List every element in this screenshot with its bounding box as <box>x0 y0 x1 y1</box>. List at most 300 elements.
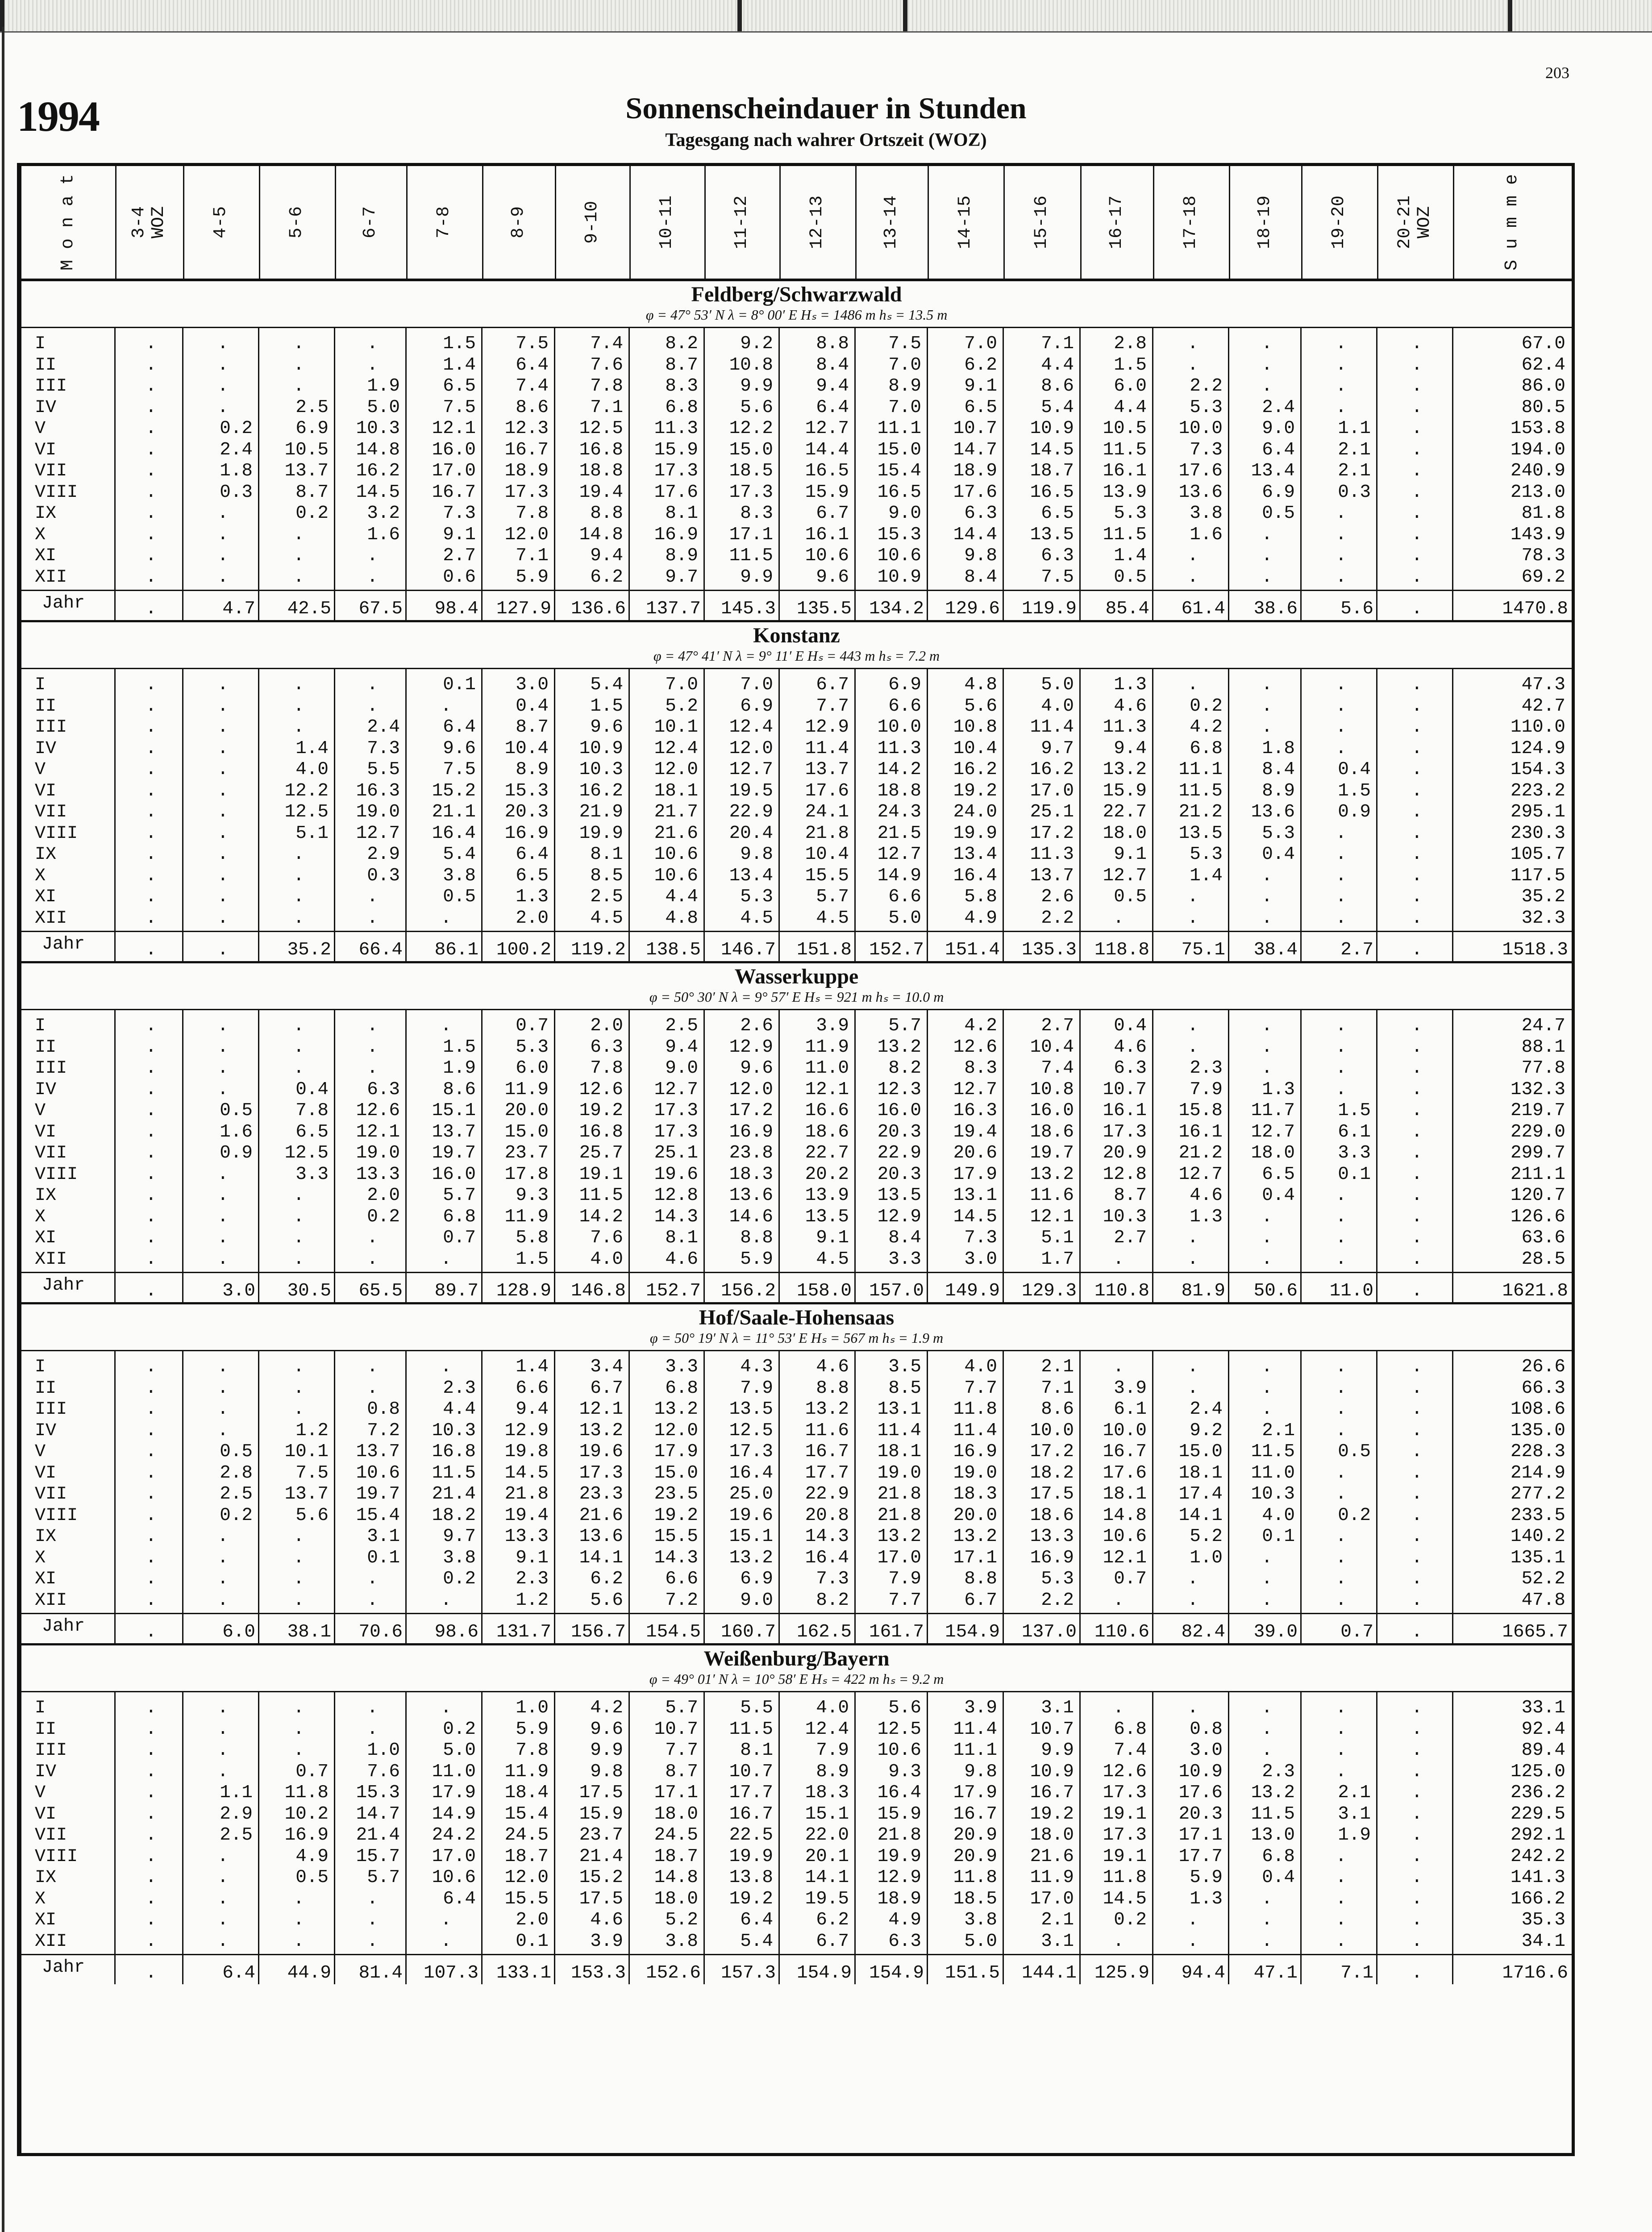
annual-total-cell: 146.7 <box>720 940 776 960</box>
empty-cell: . <box>1113 1931 1124 1952</box>
table-cell: 11.0 <box>432 1761 476 1782</box>
table-cell: 6.4 <box>443 717 476 737</box>
empty-cell: . <box>1336 1016 1347 1036</box>
table-cell: 8.7 <box>516 717 549 737</box>
empty-cell: . <box>217 1761 229 1782</box>
column-header-label: M o n a t <box>58 174 78 271</box>
table-cell: 2.7 <box>443 546 476 566</box>
annual-total-cell: 70.6 <box>358 1622 403 1642</box>
table-cell: 17.6 <box>1178 1782 1223 1803</box>
empty-cell: . <box>1187 1698 1198 1718</box>
table-cell: 77.8 <box>1521 1058 1565 1079</box>
table-cell: 17.7 <box>1178 1846 1223 1867</box>
empty-cell: . <box>146 823 157 844</box>
table-cell: 15.4 <box>504 1803 549 1824</box>
table-cell: 19.1 <box>1103 1803 1147 1824</box>
table-cell: 228.3 <box>1510 1441 1565 1462</box>
empty-cell: . <box>1261 1357 1273 1377</box>
column-header <box>21 166 117 279</box>
column-header <box>115 166 184 279</box>
table-cell: 19.9 <box>729 1846 773 1867</box>
table-cell: 11.8 <box>953 1399 997 1420</box>
table-cell: 0.1 <box>1338 1164 1371 1185</box>
table-cell: 18.8 <box>579 461 623 481</box>
column-header-label: 5-6 <box>287 206 307 239</box>
table-cell: 7.4 <box>1041 1058 1074 1079</box>
table-cell: 0.3 <box>1338 482 1371 503</box>
table-cell: 23.8 <box>729 1143 773 1163</box>
table-cell: 13.7 <box>356 1441 400 1462</box>
empty-cell: . <box>1411 333 1423 354</box>
empty-cell: . <box>146 1547 157 1568</box>
empty-cell: . <box>1336 376 1347 396</box>
column-rule <box>405 328 407 620</box>
table-cell: 15.2 <box>579 1867 623 1888</box>
empty-cell: . <box>1411 1569 1423 1589</box>
empty-cell: . <box>293 865 304 886</box>
column-rule <box>258 1351 259 1643</box>
table-cell: 62.4 <box>1521 354 1565 375</box>
table-cell: 0.4 <box>516 695 549 716</box>
table-cell: 22.9 <box>729 802 773 822</box>
empty-cell: . <box>217 695 229 716</box>
empty-cell: . <box>1336 1698 1347 1718</box>
table-cell: 16.7 <box>953 1803 997 1824</box>
table-cell: 18.3 <box>729 1164 773 1185</box>
annual-total-cell: 100.2 <box>496 940 551 960</box>
empty-cell: . <box>1411 908 1423 929</box>
table-cell: 9.4 <box>816 376 849 396</box>
table-cell: 6.0 <box>516 1058 549 1079</box>
table-cell: 9.4 <box>665 1037 698 1058</box>
table-cell: 10.0 <box>1178 418 1223 439</box>
table-cell: 17.8 <box>504 1164 549 1185</box>
table-cell: 5.5 <box>740 1698 773 1718</box>
empty-cell: . <box>293 1399 304 1420</box>
table-cell: 20.1 <box>805 1846 849 1867</box>
empty-cell: . <box>441 1249 452 1270</box>
table-cell: 4.4 <box>1041 354 1074 375</box>
table-cell: 12.9 <box>877 1206 921 1227</box>
column-header <box>1377 166 1454 279</box>
table-cell: 6.2 <box>590 566 623 587</box>
table-cell: 4.9 <box>964 908 997 929</box>
column-rule <box>182 1010 183 1302</box>
table-cell: 22.9 <box>805 1484 849 1504</box>
table-cell: 7.4 <box>1114 1740 1147 1761</box>
table-cell: 12.0 <box>729 1079 773 1100</box>
table-cell: 17.0 <box>432 461 476 481</box>
empty-cell: . <box>1261 1399 1273 1420</box>
annual-total-cell: 81.9 <box>1181 1281 1225 1301</box>
empty-cell: . <box>146 1526 157 1547</box>
table-cell: 1.0 <box>516 1698 549 1718</box>
empty-cell: . <box>1411 1698 1423 1718</box>
table-cell: 8.2 <box>816 1590 849 1611</box>
table-cell: 11.4 <box>953 1719 997 1740</box>
table-cell: 12.4 <box>805 1719 849 1740</box>
table-cell: 2.4 <box>1190 1399 1223 1420</box>
table-cell: 34.1 <box>1521 1931 1565 1952</box>
table-cell: 6.5 <box>964 397 997 418</box>
table-cell: 12.5 <box>284 802 329 822</box>
annual-total-cell: 157.3 <box>720 1963 776 1983</box>
table-cell: 13.2 <box>579 1420 623 1441</box>
annual-total-cell: 134.2 <box>869 599 924 619</box>
year-label: Jahr <box>42 1957 85 1978</box>
table-cell: 18.6 <box>805 1121 849 1142</box>
table-cell: 10.6 <box>877 1740 921 1761</box>
table-cell: 14.5 <box>1103 1888 1147 1909</box>
table-cell: 7.5 <box>516 333 549 354</box>
month-label: VI <box>35 1122 57 1142</box>
table-cell: 8.9 <box>516 759 549 780</box>
table-cell: 13.2 <box>1251 1782 1295 1803</box>
table-cell: 11.9 <box>1030 1867 1074 1888</box>
table-cell: 9.9 <box>740 566 773 587</box>
table-cell: 2.8 <box>220 1462 253 1483</box>
month-label: XII <box>35 1590 67 1611</box>
empty-cell: . <box>293 1185 304 1206</box>
table-cell: 8.3 <box>740 503 773 524</box>
table-cell: 20.9 <box>953 1825 997 1845</box>
table-cell: 6.4 <box>443 1888 476 1909</box>
empty-cell: . <box>1336 717 1347 737</box>
empty-cell: . <box>1336 1037 1347 1058</box>
table-cell: 20.6 <box>953 1143 997 1163</box>
empty-cell: . <box>1336 524 1347 545</box>
table-cell: 277.2 <box>1510 1484 1565 1504</box>
empty-cell: . <box>1187 1569 1198 1589</box>
empty-cell: . <box>217 566 229 587</box>
table-cell: 9.0 <box>888 503 921 524</box>
column-rule <box>1003 1351 1004 1643</box>
empty-cell: . <box>1187 1910 1198 1930</box>
table-cell: 11.5 <box>1103 524 1147 545</box>
table-cell: 7.1 <box>1041 333 1074 354</box>
table-cell: 4.6 <box>590 1910 623 1930</box>
empty-cell: . <box>1336 1185 1347 1206</box>
station-name: Hof/Saale-Hohensaas <box>699 1306 895 1329</box>
column-rule <box>114 1692 116 1984</box>
table-cell: 16.7 <box>504 439 549 460</box>
month-label: XI <box>35 1228 57 1248</box>
empty-cell: . <box>1411 940 1423 960</box>
table-cell: 81.8 <box>1521 503 1565 524</box>
table-cell: 14.2 <box>877 759 921 780</box>
empty-cell: . <box>441 1698 452 1718</box>
table-cell: 17.6 <box>953 482 997 503</box>
table-cell: 11.5 <box>729 1719 773 1740</box>
column-rule <box>1152 669 1153 961</box>
table-cell: 17.1 <box>1178 1825 1223 1845</box>
table-cell: 18.0 <box>654 1888 698 1909</box>
table-cell: 10.0 <box>1103 1420 1147 1441</box>
table-cell: 11.9 <box>504 1206 549 1227</box>
column-header <box>1003 166 1082 279</box>
table-cell: 4.0 <box>590 1249 623 1270</box>
empty-cell: . <box>367 1719 378 1740</box>
annual-total-cell: 82.4 <box>1181 1622 1225 1642</box>
table-cell: 9.6 <box>443 738 476 759</box>
empty-cell: . <box>1411 566 1423 587</box>
empty-cell: . <box>1336 1228 1347 1248</box>
column-rule <box>182 1351 183 1643</box>
empty-cell: . <box>1261 566 1273 587</box>
table-cell: 8.4 <box>964 566 997 587</box>
table-cell: 10.4 <box>805 844 849 865</box>
empty-cell: . <box>217 1590 229 1611</box>
table-cell: 12.6 <box>356 1100 400 1121</box>
table-cell: 6.2 <box>816 1910 849 1930</box>
table-cell: 0.1 <box>516 1931 549 1952</box>
table-cell: 11.8 <box>1103 1867 1147 1888</box>
month-label: IX <box>35 1186 57 1206</box>
empty-cell: . <box>217 524 229 545</box>
table-cell: 19.7 <box>1030 1143 1074 1163</box>
table-cell: 6.3 <box>964 503 997 524</box>
table-cell: 12.0 <box>504 524 549 545</box>
table-cell: 7.3 <box>964 1228 997 1248</box>
table-cell: 18.9 <box>877 1888 921 1909</box>
empty-cell: . <box>293 908 304 929</box>
empty-cell: . <box>1113 1590 1124 1611</box>
month-label: II <box>35 696 57 716</box>
table-cell: 21.8 <box>877 1484 921 1504</box>
empty-cell: . <box>146 738 157 759</box>
table-cell: 9.4 <box>1114 738 1147 759</box>
table-cell: 24.7 <box>1521 1016 1565 1036</box>
empty-cell: . <box>217 1378 229 1399</box>
table-cell: 1.9 <box>443 1058 476 1079</box>
empty-cell: . <box>146 418 157 439</box>
empty-cell: . <box>1336 1058 1347 1079</box>
table-cell: 12.5 <box>284 1143 329 1163</box>
table-cell: 8.2 <box>665 333 698 354</box>
empty-cell: . <box>146 759 157 780</box>
table-cell: 67.0 <box>1521 333 1565 354</box>
empty-cell: . <box>1336 1931 1347 1952</box>
table-cell: 19.6 <box>729 1505 773 1526</box>
empty-cell: . <box>367 1931 378 1952</box>
table-cell: 0.7 <box>443 1228 476 1248</box>
empty-cell: . <box>1336 1590 1347 1611</box>
empty-cell: . <box>1261 1719 1273 1740</box>
empty-cell: . <box>1411 1420 1423 1441</box>
table-cell: 13.2 <box>1103 759 1147 780</box>
table-cell: 223.2 <box>1510 780 1565 801</box>
annual-total-cell: 119.2 <box>570 940 626 960</box>
column-header <box>855 166 929 279</box>
table-cell: 13.8 <box>729 1867 773 1888</box>
month-label: X <box>35 1889 46 1909</box>
empty-cell: . <box>146 887 157 907</box>
annual-total-cell: 98.4 <box>434 599 479 619</box>
empty-cell: . <box>1411 1505 1423 1526</box>
month-label: III <box>35 1058 67 1079</box>
table-cell: 10.0 <box>877 717 921 737</box>
table-cell: 19.0 <box>356 802 400 822</box>
column-rule <box>481 1351 483 1643</box>
table-cell: 3.1 <box>1338 1803 1371 1824</box>
column-rule <box>554 1692 555 1984</box>
table-cell: 10.3 <box>1251 1484 1295 1504</box>
table-cell: 25.0 <box>729 1484 773 1504</box>
month-label: XI <box>35 887 57 907</box>
table-cell: 7.6 <box>590 354 623 375</box>
table-cell: 21.2 <box>1178 802 1223 822</box>
table-cell: 14.1 <box>805 1867 849 1888</box>
table-cell: 10.7 <box>654 1719 698 1740</box>
table-cell: 13.5 <box>877 1185 921 1206</box>
table-cell: 15.5 <box>504 1888 549 1909</box>
table-cell: 7.6 <box>590 1228 623 1248</box>
table-cell: 21.1 <box>432 802 476 822</box>
empty-cell: . <box>1411 461 1423 481</box>
table-cell: 11.5 <box>1251 1803 1295 1824</box>
station-caption <box>21 1645 1572 1691</box>
table-cell: 17.3 <box>1103 1121 1147 1142</box>
column-rule <box>778 1351 780 1643</box>
empty-cell: . <box>1187 354 1198 375</box>
table-cell: 0.5 <box>1114 566 1147 587</box>
empty-cell: . <box>146 717 157 737</box>
empty-cell: . <box>217 1016 229 1036</box>
table-cell: 0.2 <box>367 1206 400 1227</box>
table-cell: 9.1 <box>1114 844 1147 865</box>
empty-cell: . <box>1336 908 1347 929</box>
table-cell: 2.1 <box>1338 439 1371 460</box>
table-cell: 8.8 <box>816 1378 849 1399</box>
empty-cell: . <box>146 1910 157 1930</box>
table-cell: 5.4 <box>443 844 476 865</box>
table-cell: 12.1 <box>432 418 476 439</box>
table-cell: 219.7 <box>1510 1100 1565 1121</box>
empty-cell: . <box>1411 695 1423 716</box>
table-cell: 6.8 <box>1262 1846 1295 1867</box>
table-cell: 0.3 <box>367 865 400 886</box>
column-header <box>406 166 483 279</box>
empty-cell: . <box>1261 865 1273 886</box>
annual-total-cell: 38.6 <box>1253 599 1298 619</box>
month-label: VII <box>35 461 67 481</box>
table-cell: 12.7 <box>953 1079 997 1100</box>
table-cell: 24.5 <box>504 1825 549 1845</box>
month-label: X <box>35 866 46 886</box>
table-cell: 17.9 <box>654 1441 698 1462</box>
table-cell: 13.2 <box>877 1526 921 1547</box>
table-cell: 9.9 <box>740 376 773 396</box>
table-cell: 17.9 <box>432 1782 476 1803</box>
table-cell: 18.6 <box>1030 1505 1074 1526</box>
table-cell: 0.5 <box>1114 887 1147 907</box>
empty-cell: . <box>217 780 229 801</box>
table-cell: 21.7 <box>654 802 698 822</box>
annual-total-cell: 1621.8 <box>1502 1281 1568 1301</box>
table-cell: 66.3 <box>1521 1378 1565 1399</box>
column-rule <box>481 1692 483 1984</box>
table-cell: 35.3 <box>1521 1910 1565 1930</box>
empty-cell: . <box>293 1910 304 1930</box>
table-cell: 10.4 <box>504 738 549 759</box>
empty-cell: . <box>367 908 378 929</box>
table-cell: 47.8 <box>1521 1590 1565 1611</box>
annual-total-cell: 1665.7 <box>1502 1622 1568 1642</box>
table-cell: 4.6 <box>1190 1185 1223 1206</box>
table-cell: 5.8 <box>964 887 997 907</box>
column-rule <box>1300 1010 1302 1302</box>
table-cell: 6.5 <box>295 1121 329 1142</box>
empty-cell: . <box>367 1357 378 1377</box>
empty-cell: . <box>1411 1249 1423 1270</box>
empty-cell: . <box>1261 1037 1273 1058</box>
table-cell: 15.4 <box>877 461 921 481</box>
table-cell: 21.8 <box>504 1484 549 1504</box>
jahr-rule <box>21 1272 1572 1273</box>
table-cell: 13.6 <box>729 1185 773 1206</box>
annual-total-cell: 86.1 <box>434 940 479 960</box>
table-cell: 3.9 <box>1114 1378 1147 1399</box>
table-cell: 13.2 <box>953 1526 997 1547</box>
empty-cell: . <box>293 675 304 695</box>
empty-cell: . <box>367 354 378 375</box>
column-rule <box>114 1351 116 1643</box>
month-label: X <box>35 525 46 545</box>
table-cell: 19.0 <box>356 1143 400 1163</box>
empty-cell: . <box>1261 1016 1273 1036</box>
empty-cell: . <box>146 1420 157 1441</box>
column-rule <box>854 669 856 961</box>
column-rule <box>1300 1351 1302 1643</box>
table-cell: 10.7 <box>1030 1719 1074 1740</box>
table-cell: 15.1 <box>729 1526 773 1547</box>
empty-cell: . <box>146 1569 157 1589</box>
empty-cell: . <box>1261 695 1273 716</box>
month-label: V <box>35 419 46 439</box>
empty-cell: . <box>1261 1931 1273 1952</box>
table-cell: 17.3 <box>1103 1825 1147 1845</box>
month-label: XI <box>35 546 57 566</box>
empty-cell: . <box>217 1719 229 1740</box>
table-cell: 17.3 <box>1103 1782 1147 1803</box>
empty-cell: . <box>1411 397 1423 418</box>
annual-total-cell: 138.5 <box>645 940 701 960</box>
table-cell: 12.4 <box>729 717 773 737</box>
table-cell: 13.5 <box>729 1399 773 1420</box>
empty-cell: . <box>293 1740 304 1761</box>
empty-cell: . <box>367 887 378 907</box>
table-cell: 19.2 <box>654 1505 698 1526</box>
table-cell: 5.3 <box>1114 503 1147 524</box>
empty-cell: . <box>1411 1378 1423 1399</box>
table-cell: 20.9 <box>953 1846 997 1867</box>
table-cell: 6.8 <box>443 1206 476 1227</box>
table-cell: 2.3 <box>1190 1058 1223 1079</box>
empty-cell: . <box>146 1888 157 1909</box>
table-cell: 16.7 <box>729 1803 773 1824</box>
sunshine-table <box>17 163 1575 2156</box>
empty-cell: . <box>217 546 229 566</box>
annual-total-cell: 110.6 <box>1094 1622 1149 1642</box>
table-cell: 18.0 <box>1030 1825 1074 1845</box>
annual-total-cell: 135.3 <box>1021 940 1077 960</box>
table-cell: 14.9 <box>877 865 921 886</box>
column-rule <box>1152 1010 1153 1302</box>
empty-cell: . <box>1336 503 1347 524</box>
month-label: V <box>35 1101 46 1121</box>
table-cell: 16.1 <box>805 524 849 545</box>
table-cell: 0.2 <box>295 503 329 524</box>
